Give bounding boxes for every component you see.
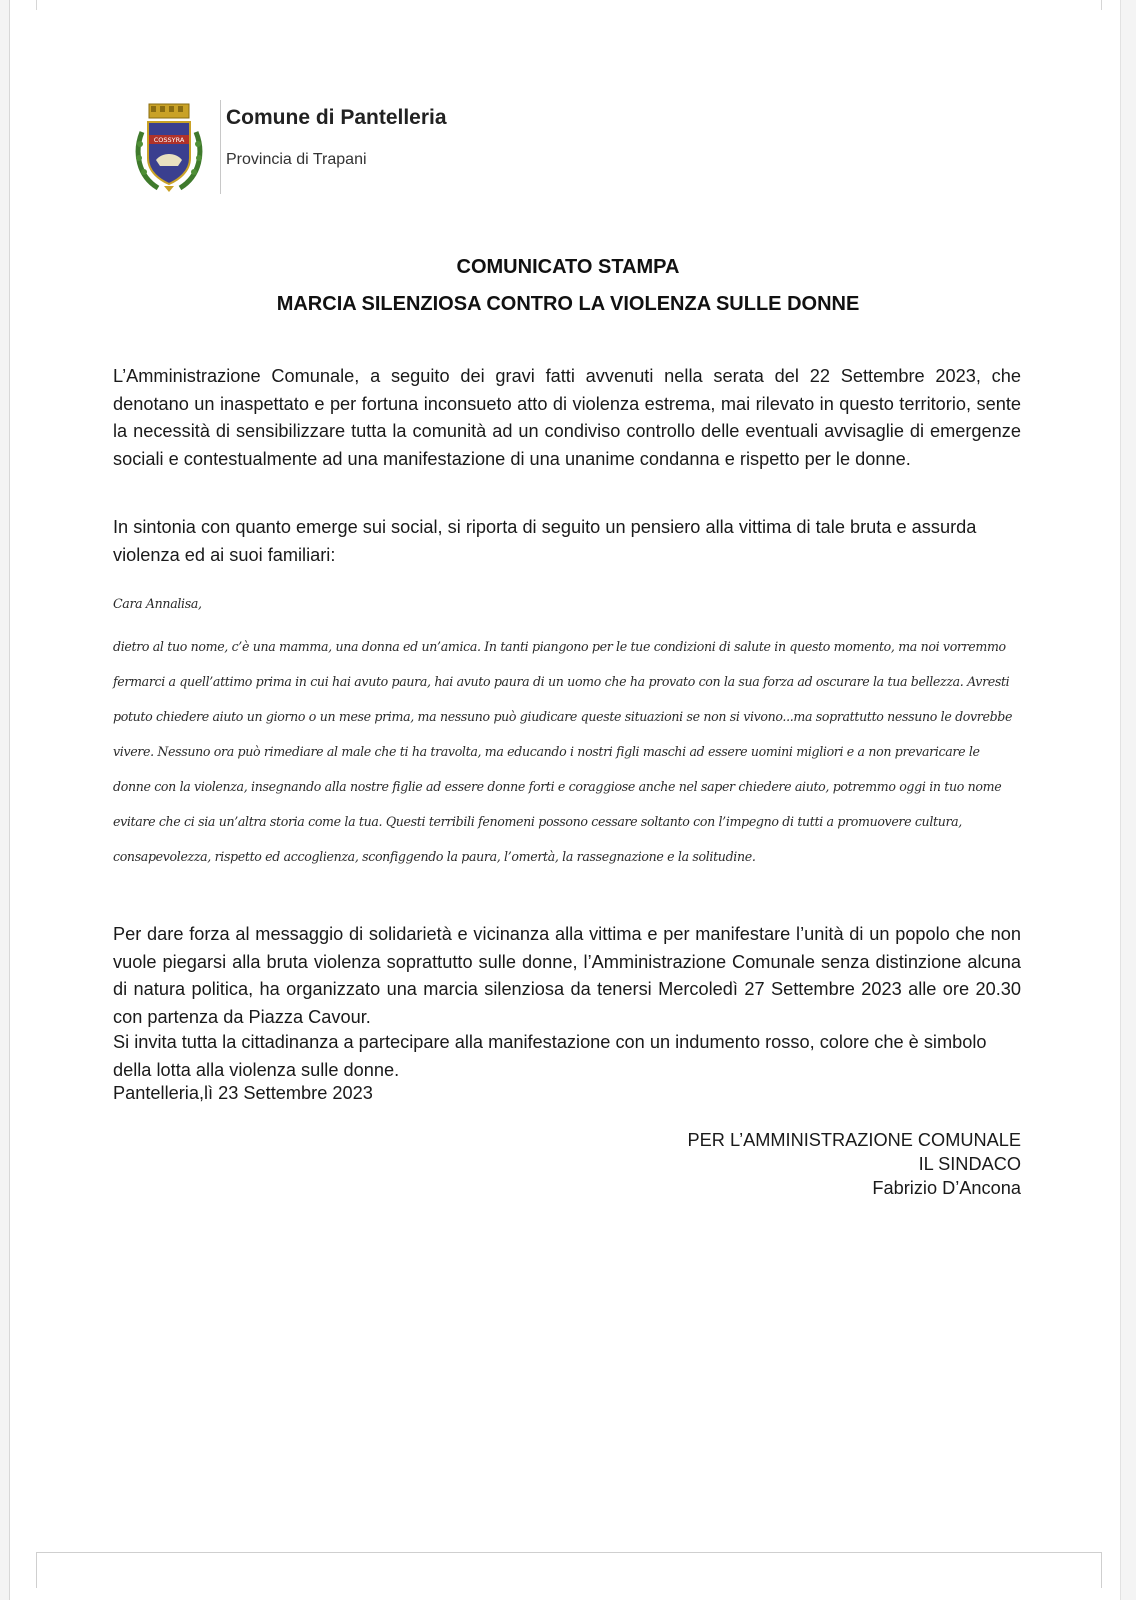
- page-corner-mark: [1101, 1552, 1102, 1588]
- signature-block: [688, 1128, 1021, 1200]
- page-bottom-edge: [36, 1552, 1102, 1553]
- letter-body: dietro al tuo nome, c’è una mamma, una donna ed un’amica. In tanti piangono per le tue condizioni di salute in questo momento, ma noi vorremmo fermarci a quell’attimo prima in cui hai avuto paura, hai avuto paura di un uomo che ha provato con la sua forza ad oscurare la tua bellezza. Avresti potuto chiedere aiuto un giorno o un mese prima, ma nessuno può giudicare queste situazioni se non si vivono...ma soprattutto nessuno le dovrebbe vivere. Nessuno ora può rimediare al male che ti ha travolta, ma educando i nostri figli maschi ad essere uomini migliori e a non prevaricare le donne con la violenza, insegnando alla nostre figlie ad essere donne forti e coraggiose anche nel saper chiedere aiuto, potremmo oggi in tuo nome evitare che ci sia un’altra storia come la tua. Questi terribili fenomeni possono cessare soltanto con l’impegno di tutti a promuovere cultura, consapevolezza, rispetto ed accoglienza, sconfiggendo la paura, l’omertà, la rassegnazione e la solitudine.: [113, 639, 1013, 864]
- crest-motto: COSSYRA: [153, 136, 185, 144]
- signature-name: Fabrizio D’Ancona: [872, 1178, 1021, 1198]
- signature-org: PER L’AMMINISTRAZIONE COMUNALE: [687, 1130, 1021, 1150]
- province-name: Provincia di Trapani: [226, 151, 367, 168]
- body-paragraph-3: Per dare forza al messaggio di solidarietà e vicinanza alla vittima e per manifestare l’unità di un popolo che non vuole piegarsi alla bruta violenza soprattutto sulle donne, l’Amministrazione Comunale senza distinzione alcuna di natura politica, ha organizzato una marcia silenziosa da tenersi Mercoledì 27 Settembre 2023 alle ore 20.30 con partenza da Piazza Cavour.: [113, 924, 1021, 1027]
- document-title: COMUNICATO STAMPA: [456, 256, 680, 278]
- page-edge-right: [1120, 0, 1121, 1600]
- body-paragraph-4: Si invita tutta la cittadinanza a partecipare alla manifestazione con un indumento rosso, colore che è simbolo della lotta alla violenza sulle donne.: [113, 1032, 987, 1080]
- body-paragraph-2: In sintonia con quanto emerge sui social, si riporta di seguito un pensiero alla vittima di tale bruta e assurda violenza ed ai suoi familiari:: [113, 517, 977, 565]
- document-subtitle: MARCIA SILENZIOSA CONTRO LA VIOLENZA SULLE DONNE: [276, 293, 860, 315]
- letter-greeting: Cara Annalisa,: [113, 596, 202, 611]
- body-paragraph-1: L’Amministrazione Comunale, a seguito dei gravi fatti avvenuti nella serata del 22 Settembre 2023, che denotano un inaspettato e per fortuna inconsueto atto di violenza estrema, mai rilevato in questo territorio, sente la necessità di sensibilizzare tutta la comunità ad un condiviso controllo delle eventuali avvisaglie di emergenze sociali e contestualmente ad una manifestazione di una unanime condanna e rispetto per le donne.: [113, 366, 1021, 469]
- header-divider: [220, 100, 221, 194]
- municipality-name: Comune di Pantelleria: [226, 106, 447, 129]
- signature-role: IL SINDACO: [918, 1154, 1021, 1174]
- page-corner-mark: [36, 1552, 37, 1588]
- place-date: Pantelleria,lì 23 Settembre 2023: [113, 1083, 373, 1103]
- municipal-crest-logo: [134, 102, 204, 196]
- page-corner-mark: [36, 0, 37, 10]
- page-corner-mark: [1101, 0, 1102, 10]
